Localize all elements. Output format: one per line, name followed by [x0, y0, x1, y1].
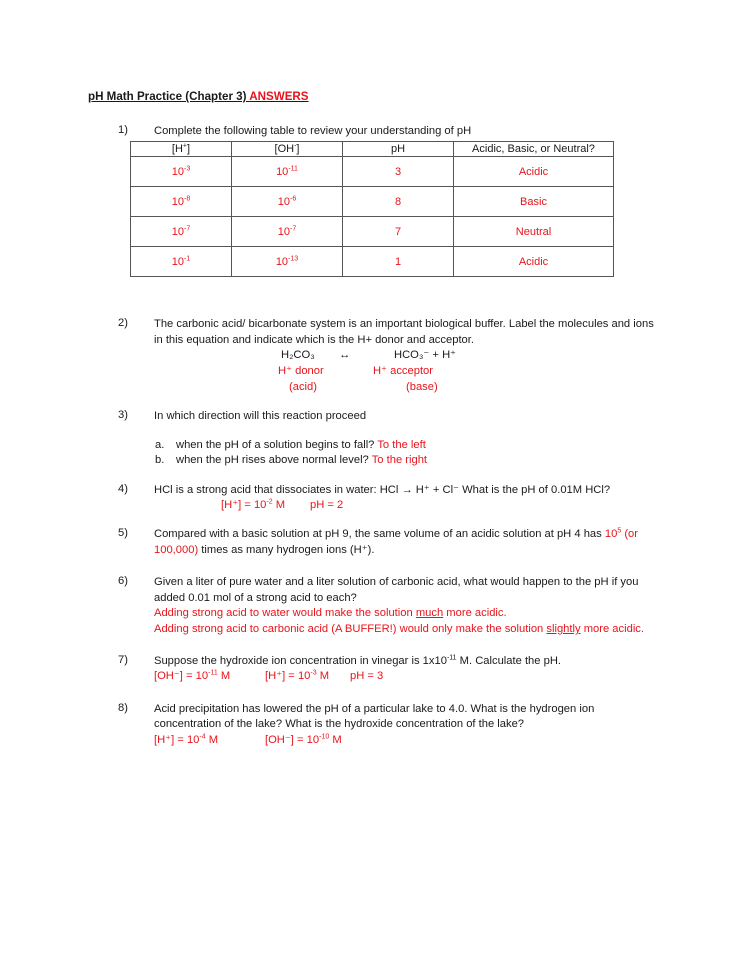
- q4-number: 4): [118, 483, 128, 495]
- q4-text: HCl is a strong acid that dissociates in water: HCl → H⁺ + Cl⁻ What is the pH of 0.01M HCl?: [154, 484, 611, 496]
- q6-line1: Given a liter of pure water and a liter solution of carbonic acid, what would happen to the pH if you: [154, 576, 639, 588]
- cell-type: Acidic: [454, 157, 614, 187]
- title-main: pH Math Practice (Chapter 3): [88, 90, 247, 103]
- page-title: [88, 90, 309, 103]
- table-row: [131, 247, 614, 277]
- cell-ph: 1: [343, 247, 454, 277]
- cell-h: $10^{-8}$: [131, 187, 232, 217]
- q4-answer-ph: pH = 2: [310, 499, 344, 511]
- q2-eq-arrow: ↔: [339, 349, 351, 361]
- q2-line1: The carbonic acid/ bicarbonate system is an important biological buffer. Label the molecules and ions: [154, 318, 654, 330]
- q3-b-text: when the pH rises above normal level?: [176, 454, 369, 466]
- cell-h: $10^{-1}$: [131, 247, 232, 277]
- q5-answer: $10^5$ (or: [604, 527, 638, 540]
- q2-donor: H⁺ donor: [278, 365, 324, 377]
- table-row: [131, 157, 614, 187]
- q3-a-text: when the pH of a solution begins to fall?: [176, 439, 375, 451]
- q2-acid: (acid): [289, 381, 317, 393]
- q7-number: 7): [118, 654, 128, 666]
- cell-oh: $10^{-11}$: [232, 157, 343, 187]
- title-answers: ANSWERS: [249, 90, 309, 103]
- cell-type: Acidic: [454, 247, 614, 277]
- q8-line2: concentration of the lake? What is the hydroxide concentration of the lake?: [154, 718, 525, 730]
- q2-base: (base): [406, 381, 438, 393]
- q2-acceptor: H⁺ acceptor: [373, 365, 434, 377]
- cell-oh: $10^{-6}$: [232, 187, 343, 217]
- q5-line1: Compared with a basic solution at pH 9, the same volume of an acidic solution at pH 4 has $10^5$ (or: [154, 527, 638, 540]
- right-arrow-icon: →: [401, 484, 413, 496]
- table-header-row: [131, 142, 614, 157]
- q7-answer-h: $[H^+] = 10^{-3}$ M: [265, 669, 330, 682]
- q3-number: 3): [118, 409, 128, 421]
- q8-number: 8): [118, 702, 128, 714]
- table-row: [131, 187, 614, 217]
- table-row: [131, 217, 614, 247]
- q5-line2: 100,000) times as many hydrogen ions (H⁺).: [154, 544, 375, 556]
- q6-answer2: Adding strong acid to carbonic acid (A BUFFER!) would only make the solution slightly more acidic.: [154, 623, 645, 635]
- cell-oh: $10^{-13}$: [232, 247, 343, 277]
- cell-ph: 7: [343, 217, 454, 247]
- ph-table: [130, 141, 614, 277]
- q2-eq-right: HCO₃⁻ + H⁺: [394, 349, 457, 361]
- cell-oh: $10^{-7}$: [232, 217, 343, 247]
- header-type: Acidic, Basic, or Neutral?: [454, 142, 614, 157]
- q3-a-answer: To the left: [377, 439, 426, 451]
- q8-answer-h: $[H^+] = 10^{-4}$ M: [154, 733, 219, 746]
- q3-text: In which direction will this reaction proceed: [154, 410, 367, 422]
- q5-number: 5): [118, 527, 128, 539]
- cell-h: $10^{-3}$: [131, 157, 232, 187]
- cell-type: Neutral: [454, 217, 614, 247]
- header-oh: [OH-]: [232, 142, 343, 157]
- q2-number: 2): [118, 317, 128, 329]
- q8-answer-oh: $[OH^-] = 10^{-10}$ M: [265, 733, 342, 746]
- q7-text: Suppose the hydroxide ion concentration in vinegar is $1x10^{-11}$ M. Calculate the pH.: [154, 654, 562, 667]
- q3-a-label: a.: [155, 439, 165, 451]
- q6-number: 6): [118, 575, 128, 587]
- q1-text: Complete the following table to review your understanding of pH: [154, 125, 472, 137]
- q8-line1: Acid precipitation has lowered the pH of a particular lake to 4.0. What is the hydrogen ion: [154, 703, 595, 715]
- q3-b: [176, 453, 427, 468]
- cell-h: $10^{-7}$: [131, 217, 232, 247]
- q2-line2: in this equation and indicate which is the H+ donor and acceptor.: [154, 334, 474, 346]
- q2-eq-left: H₂CO₃: [281, 349, 315, 361]
- q6-answer1: Adding strong acid to water would make the solution much more acidic.: [154, 607, 507, 619]
- q4-answer-h: $[H^+] = 10^{-2}$ M: [221, 498, 286, 511]
- q3-a: [176, 438, 426, 453]
- q3-b-answer: To the right: [371, 454, 428, 466]
- q7-answer-oh: $[OH^-] = 10^{-11}$ M: [154, 669, 231, 682]
- q3-b-label: b.: [155, 454, 165, 466]
- q1-number: 1): [118, 124, 128, 136]
- header-ph: pH: [343, 142, 454, 157]
- q7-answer-ph: pH = 3: [350, 670, 384, 682]
- q6-line2: added 0.01 mol of a strong acid to each?: [154, 592, 357, 604]
- cell-type: Basic: [454, 187, 614, 217]
- cell-ph: 8: [343, 187, 454, 217]
- cell-ph: 3: [343, 157, 454, 187]
- header-h: [H+]: [131, 142, 232, 157]
